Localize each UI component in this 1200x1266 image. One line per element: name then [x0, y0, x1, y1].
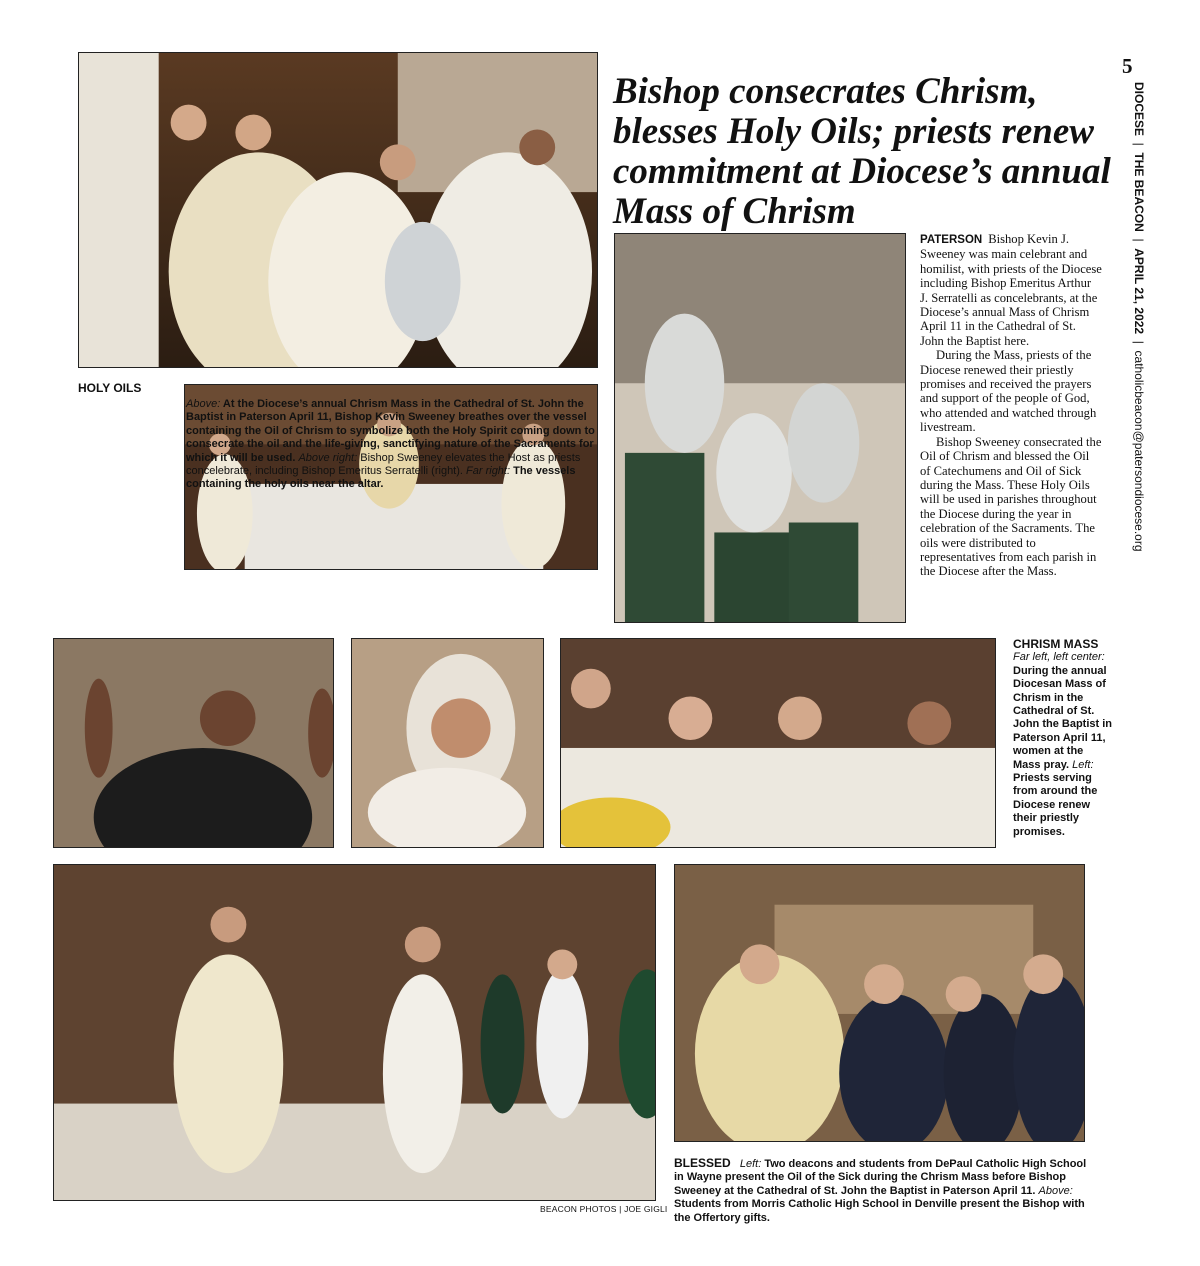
caption-lead-left: Left: [1072, 758, 1094, 771]
caption-chrism-mass [1013, 638, 1113, 839]
photo-deacons-present-oil-of-sick [53, 864, 656, 1201]
caption-lead-far-right: Far right: [466, 465, 511, 478]
story-paragraph-1: Bishop Kevin J. Sweeney was main celebrant and homilist, with priests of the Diocese including Bishop Emeritus Arthur J. Serratelli as concelebrants, at the Diocese’s annual Mass of Chrism April 11 in the Cathedral of St. John the Baptist here. [920, 232, 1102, 348]
photo-credit: BEACON PHOTOS | JOE GIGLI [540, 1204, 668, 1214]
photo-holy-oil-vessels [614, 233, 906, 623]
dateline: PATERSON [920, 234, 983, 246]
caption-lead-blessed-left: Left: [739, 1158, 762, 1170]
caption-lead-above: Above: [186, 398, 221, 410]
caption-text-above: At the Diocese’s annual Chrism Mass in the Cathedral of St. John the Baptist in Paterson April 11, Bishop Kevin Sweeney breathes over the vessel containing the Oil of Chrism to symbolize both the Holy Spirit coming down to consecrate the oil and the life-giving, sanctifying nature of the Sacraments for which it will be used. [186, 398, 595, 464]
caption-text-blessed-above: Students from Morris Catholic High School in Denville present the Bishop with the Offertory gifts. [674, 1198, 1085, 1224]
caption-blessed [674, 1157, 1088, 1225]
caption-label-chrism-mass: CHRISM MASS [1013, 637, 1099, 651]
photo-bishop-breathes-over-vessel [78, 52, 598, 368]
photo-woman-in-veil-praying [351, 638, 544, 848]
caption-lead-above-right: Above right: [298, 451, 358, 464]
story-paragraph-2: During the Mass, priests of the Diocese renewed their priestly promises and received the prayers and support of the people of God, who attended and watched through livestream. [920, 348, 1097, 435]
caption-label-blessed: BLESSED [674, 1156, 731, 1170]
story-paragraph [920, 232, 1102, 348]
caption-text-blessed-left: Two deacons and students from DePaul Catholic High School in Wayne present the Oil of the Sick during the Chrism Mass before Bishop Sweeney at the Cathedral of St. John the Baptist in Paterson April 11. [674, 1158, 1087, 1197]
caption-text-above-right: Bishop Sweeney elevates the Host as priests concelebrate, including Bishop Emeritus Serratelli (right). [186, 451, 581, 478]
photo-priests-renew-promises [560, 638, 996, 848]
caption-text-left: Priests serving from around the Diocese renew their priestly promises. [1013, 772, 1098, 838]
caption-holy-oils-top [78, 382, 180, 395]
story-paragraph-3: Bishop Sweeney consecrated the Oil of Chrism and blessed the Oil of Catechumens and Oil of Sick during the Mass. These Holy Oils will be used in parishes throughout the Diocese during the year in celebration of the Sacraments. The oils were distributed to representatives from each parish in the Diocese after the Mass. [920, 434, 1102, 579]
page-number: 5 [1122, 54, 1133, 78]
sidebar-publication: THE BEACON [1132, 152, 1146, 232]
sidebar-url: catholicbeacon@patersondiocese.org [1132, 350, 1146, 552]
sidebar-date: APRIL 21, 2022 [1132, 248, 1146, 335]
sidebar-text: DIOCESE | THE BEACON | APRIL 21, 2022 | catholicbeacon@patersondiocese.org [1132, 82, 1146, 552]
headline: Bishop consecrates Chrism, blesses Holy Oils; priests renew commitment at Diocese’s annual Mass of Chrism [613, 71, 1111, 232]
caption-text-far-right: The vessels containing the holy oils near the altar. [186, 465, 576, 491]
caption-label-holy-oils: HOLY OILS [78, 381, 142, 395]
caption-holy-oils [78, 398, 598, 576]
photo-woman-praying-arms-raised [53, 638, 334, 848]
sidebar-section: DIOCESE [1132, 82, 1146, 137]
caption-wrap-spacer [78, 398, 186, 576]
caption-lead-blessed-above: Above: [1038, 1184, 1073, 1197]
caption-lead-far-left: Far left, left center: [1013, 651, 1105, 664]
story-body [920, 232, 1102, 579]
caption-text-far-left: During the annual Diocesan Mass of Chrism in the Cathedral of St. John the Baptist in Paterson April 11, women at the Mass pray. [1013, 664, 1112, 771]
sidebar-strip [1132, 82, 1148, 582]
photo-students-present-offertory-gifts [674, 864, 1085, 1142]
